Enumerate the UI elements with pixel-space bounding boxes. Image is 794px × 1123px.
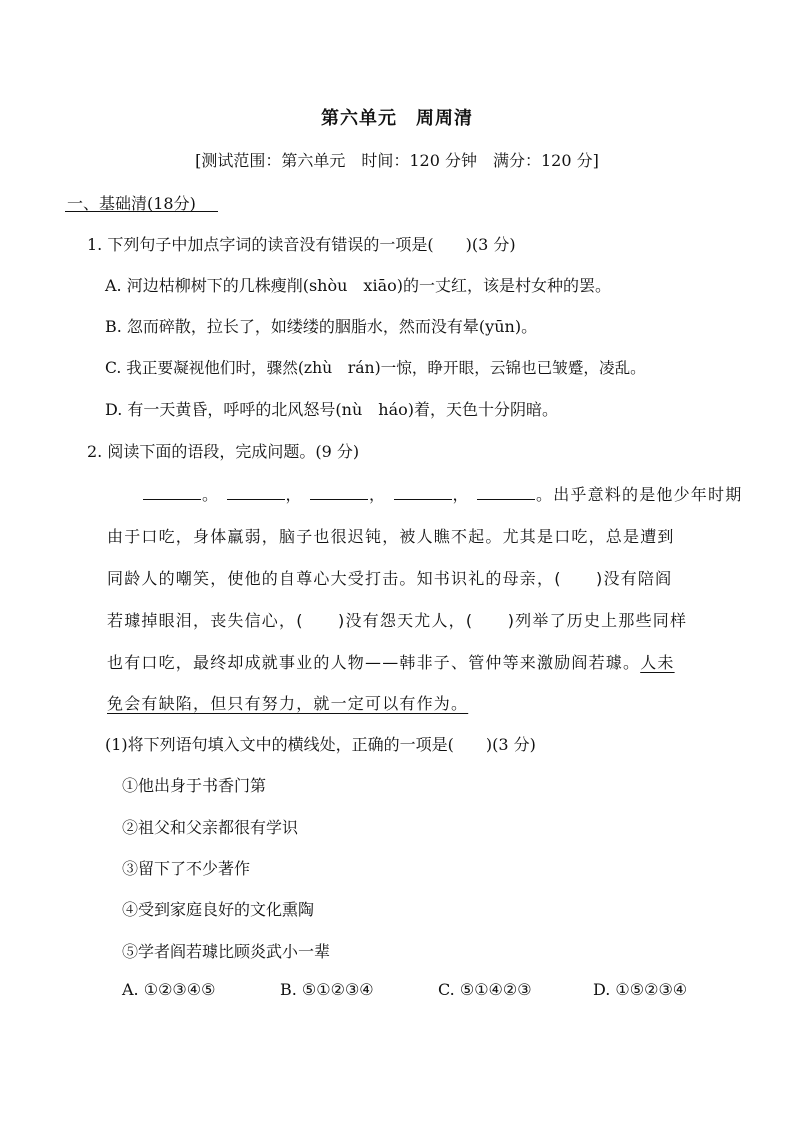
underlined-sentence: 人未 (640, 653, 675, 672)
sentence-item-1: ①他出身于书香门第 (122, 776, 267, 795)
underlined-sentence: 免会有缺陷，但只有努力，就一定可以有作为。 (107, 694, 469, 713)
passage-line-6 (107, 691, 468, 714)
passage-line-2: 由于口吃，身体羸弱，脑子也很迟钝，被人瞧不起。尤其是口吃，总是遭到 (107, 527, 675, 546)
fill-blank-1[interactable] (143, 485, 201, 500)
passage-text: 出乎意料的是他少年时期 (553, 485, 743, 504)
choice-c[interactable]: C. ⑤①④②③ (438, 980, 532, 999)
question-1-option-c: C. 我正要凝视他们时，骤然(zhù rán)一惊，睁开眼，云锦也已皱蹙，凌乱。 (105, 359, 646, 377)
test-scope-info: [测试范围：第六单元 时间：120 分钟 满分：120 分] (195, 151, 599, 170)
fill-blank-5[interactable] (477, 485, 535, 500)
section-heading-underline (65, 211, 218, 212)
sub-question-1-stem: (1)将下列语句填入文中的横线处，正确的一项是( )(3 分) (105, 735, 536, 754)
sentence-item-5: ⑤学者阎若璩比顾炎武小一辈 (122, 942, 331, 961)
blank-separator: ， (285, 485, 303, 504)
blank-separator: ， (369, 485, 387, 504)
fill-blank-4[interactable] (394, 485, 452, 500)
sentence-item-2: ②祖父和父亲都很有学识 (122, 818, 299, 837)
question-2-stem: 2. 阅读下面的语段，完成问题。(9 分) (87, 442, 360, 461)
fill-blank-2[interactable] (227, 485, 285, 500)
section-heading-basics: 一、基础清(18分) (67, 194, 196, 213)
question-1-option-b: B. 忽而碎散，拉长了，如缕缕的胭脂水，然而没有晕(yūn)。 (105, 317, 538, 336)
passage-line-3: 同龄人的嘲笑，使他的自尊心大受打击。知书识礼的母亲，( )没有陪阎 (107, 569, 673, 588)
choice-d[interactable]: D. ①⑤②③④ (593, 980, 688, 999)
question-1-option-d: D. 有一天黄昏，呼呼的北风怒号(nù háo)着，天色十分阴暗。 (105, 400, 559, 419)
choice-a[interactable]: A. ①②③④⑤ (122, 980, 216, 999)
sentence-item-3: ③留下了不少著作 (122, 859, 251, 878)
question-1-stem: 1. 下列句子中加点字词的读音没有错误的一项是( )(3 分) (87, 235, 516, 254)
choice-b[interactable]: B. ⑤①②③④ (280, 980, 374, 999)
sentence-item-4: ④受到家庭良好的文化熏陶 (122, 900, 315, 919)
blank-separator: 。 (536, 485, 554, 504)
blank-separator: 。 (202, 485, 220, 504)
passage-text: 也有口吃，最终却成就事业的人物——韩非子、管仲等来激励阎若璩。 (107, 653, 641, 672)
passage-line-1 (142, 482, 742, 505)
question-1-option-a: A. 河边枯柳树下的几株瘦削(shòu xiāo)的一丈红，该是村女种的罢。 (105, 276, 611, 295)
blank-separator: ， (452, 485, 470, 504)
fill-blank-3[interactable] (310, 485, 368, 500)
page-title: 第六单元 周周清 (321, 108, 473, 129)
passage-line-4: 若璩掉眼泪，丧失信心，( )没有怨天尤人，( )列举了历史上那些同样 (107, 611, 688, 630)
passage-line-5 (107, 650, 675, 673)
